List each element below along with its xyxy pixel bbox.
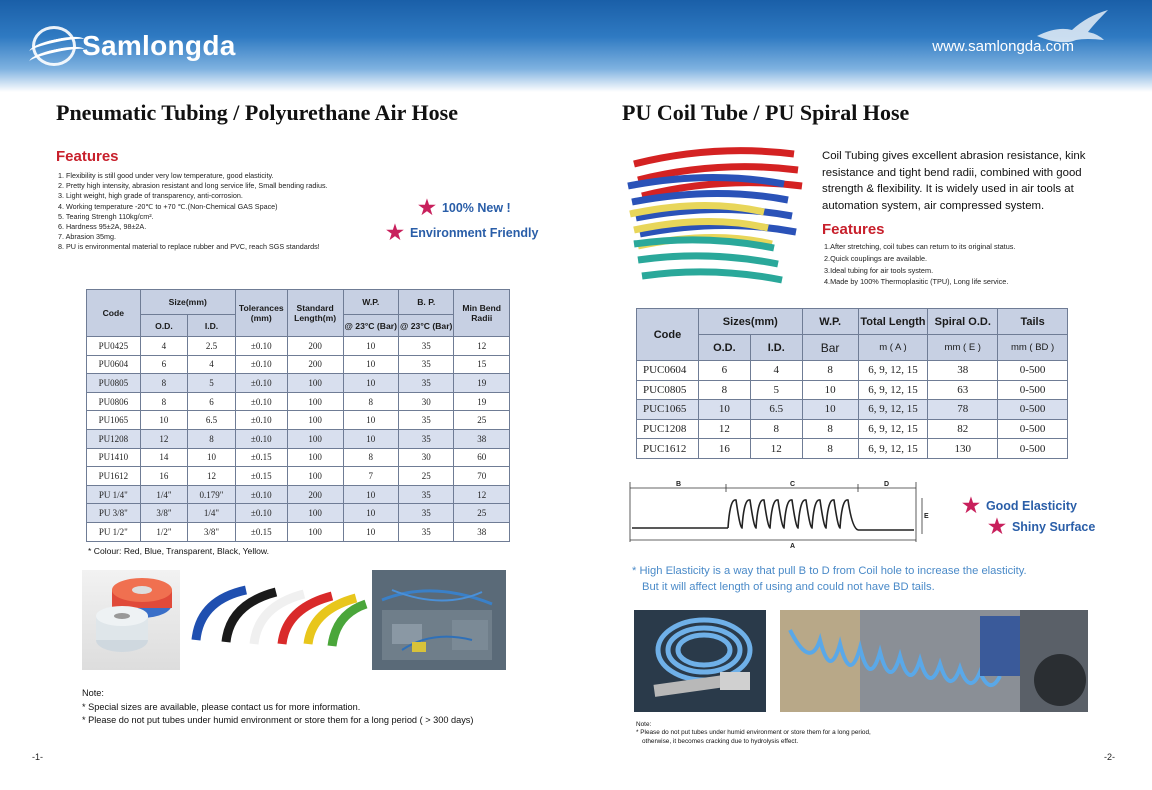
coil-in-use-photo [780, 610, 1088, 712]
table-cell-code: PU1612 [87, 467, 141, 486]
table-cell: 100 [287, 467, 343, 486]
table-cell: 1/2" [140, 522, 188, 541]
table-cell: 10 [343, 429, 398, 448]
coil-tubes-image [624, 144, 810, 286]
table-cell: ±0.10 [235, 355, 287, 374]
colour-note: * Colour: Red, Blue, Transparent, Black, Yellow. [88, 546, 270, 556]
left-feature-item: 6. Hardness 95±2A, 98±2A. [58, 222, 147, 232]
table-cell: 6.5 [750, 400, 802, 420]
th-od: O.D. [140, 315, 188, 337]
table-cell: 10 [802, 400, 858, 420]
website-url: www.samlongda.com [932, 38, 1074, 55]
table-cell: 4 [750, 361, 802, 381]
th-wp-sub: @ 23°C (Bar) [343, 315, 398, 337]
table-cell-code: PU1065 [87, 411, 141, 430]
table-cell-code: PU0604 [87, 355, 141, 374]
table-cell: ±0.10 [235, 392, 287, 411]
badge-environment [386, 223, 538, 243]
table-cell-code: PUC1065 [637, 400, 699, 420]
table-cell: 6 [698, 361, 750, 381]
colored-tubes-image [186, 570, 366, 670]
th-coil-spiral-od: Spiral O.D. [928, 309, 998, 335]
th-coil-id: I.D. [750, 335, 802, 361]
table-cell: 35 [398, 337, 453, 356]
table-cell: 10 [140, 411, 188, 430]
badge-new-label: 100% New ! [441, 201, 511, 215]
table-cell: 100 [287, 374, 343, 393]
table-cell-code: PU0425 [87, 337, 141, 356]
table-cell: 10 [343, 504, 398, 523]
star-icon: ★ [962, 495, 980, 517]
th-coil-spiral-sub: mm ( E ) [928, 335, 998, 361]
table-cell: 16 [140, 467, 188, 486]
th-coil-code: Code [637, 309, 699, 361]
left-feature-item: 5. Tearing Strengh 110kg/cm². [58, 211, 154, 221]
table-cell: 5 [750, 380, 802, 400]
tubing-rolls-photo [82, 570, 180, 670]
table-cell: 8 [802, 419, 858, 439]
th-coil-sizes: Sizes(mm) [698, 309, 802, 335]
right-feature-item: 1.After stretching, coil tubes can return to its original status. [824, 242, 1016, 251]
th-bp: B. P. [398, 290, 453, 315]
table-cell: 8 [140, 392, 188, 411]
star-icon: ★ [988, 516, 1006, 538]
badge-elasticity-label: Good Elasticity [985, 499, 1077, 513]
table-cell: 38 [454, 429, 510, 448]
colored-tubes-photo [186, 570, 366, 670]
th-coil-tails: Tails [998, 309, 1068, 335]
table-cell: 6 [188, 392, 236, 411]
badge-shiny [988, 517, 1095, 537]
th-coil-total-sub: m ( A ) [858, 335, 928, 361]
table-cell: 5 [188, 374, 236, 393]
left-note-title: Note: [82, 688, 104, 698]
table-cell: 8 [343, 392, 398, 411]
table-cell: 100 [287, 411, 343, 430]
table-cell: 200 [287, 355, 343, 374]
table-row [87, 467, 510, 486]
right-feature-item: 2.Quick couplings are available. [824, 253, 928, 263]
table-cell: 1/4" [140, 485, 188, 504]
table-cell: 8 [343, 448, 398, 467]
th-coil-tails-sub: mm ( BD ) [998, 335, 1068, 361]
right-page-title: PU Coil Tube / PU Spiral Hose [622, 100, 910, 125]
table-cell: ±0.10 [235, 411, 287, 430]
table-row [87, 392, 510, 411]
star-icon: ★ [386, 222, 404, 244]
table-cell: 12 [140, 429, 188, 448]
dim-c: C [790, 481, 796, 488]
table-cell: ±0.15 [235, 467, 287, 486]
table-cell: ±0.10 [235, 374, 287, 393]
right-note-title: Note: [636, 721, 652, 728]
left-features-list [58, 171, 398, 253]
brand-logo [32, 26, 236, 66]
table-cell: 10 [343, 411, 398, 430]
table-cell-code: PUC1208 [637, 419, 699, 439]
right-features-heading: Features [822, 221, 885, 238]
right-page-number: -2- [1104, 752, 1115, 762]
table-cell: 6, 9, 12, 15 [858, 419, 928, 439]
table-cell: 10 [343, 485, 398, 504]
table-cell: 35 [398, 355, 453, 374]
table-row [637, 419, 1068, 439]
th-min-bend: Min Bend Radii [454, 290, 510, 337]
table-cell: 35 [398, 429, 453, 448]
left-feature-item: 3. Light weight, high grade of transparency, anti-corrosion. [58, 191, 243, 201]
table-cell: 8 [802, 439, 858, 459]
table-cell-code: PU1208 [87, 429, 141, 448]
table-cell: 2.5 [188, 337, 236, 356]
table-cell: 130 [928, 439, 998, 459]
left-feature-item: 4. Working temperature -20℃ to +70 ℃.(Non-Chemical GAS Space) [58, 201, 278, 211]
table-cell: 0-500 [998, 400, 1068, 420]
badge-elasticity [962, 496, 1077, 516]
tubing-rolls-image [82, 570, 180, 670]
th-standard-length: Standard Length(m) [287, 290, 343, 337]
table-row [87, 448, 510, 467]
coil-coupling-image [634, 610, 766, 712]
table-row [637, 439, 1068, 459]
table-cell: 19 [454, 374, 510, 393]
table-cell-code: PU 3/8" [87, 504, 141, 523]
star-icon: ★ [418, 197, 436, 219]
table-cell-code: PU0805 [87, 374, 141, 393]
table-cell: 10 [343, 522, 398, 541]
elasticity-note-line-2: But it will affect length of using and could not have BD tails. [642, 581, 935, 593]
dim-d: D [884, 481, 890, 488]
logo-icon [32, 26, 76, 66]
pneumatic-tubing-table [86, 289, 510, 542]
table-cell: 0-500 [998, 380, 1068, 400]
elasticity-note [632, 563, 1027, 595]
table-cell: 0.179" [188, 485, 236, 504]
right-features-list [824, 241, 1104, 288]
table-row [637, 361, 1068, 381]
table-cell: 8 [698, 380, 750, 400]
table-cell: 12 [750, 439, 802, 459]
table-cell: 4 [140, 337, 188, 356]
table-cell: 15 [454, 355, 510, 374]
coil-tubes-photo [624, 144, 810, 286]
table-row [87, 429, 510, 448]
table-row [87, 374, 510, 393]
right-feature-item: 3.Ideal tubing for air tools system. [824, 265, 934, 275]
table-cell: 12 [188, 467, 236, 486]
table-cell-code: PUC1612 [637, 439, 699, 459]
table-cell: 78 [928, 400, 998, 420]
table-cell: 38 [928, 361, 998, 381]
table-cell: 70 [454, 467, 510, 486]
left-note-1: * Special sizes are available, please contact us for more information. [82, 701, 361, 712]
table-cell: ±0.10 [235, 337, 287, 356]
right-note-2: otherwise, it becomes cracking due to hydrolysis effect. [642, 737, 799, 745]
table-cell: 10 [343, 355, 398, 374]
table-cell: 6, 9, 12, 15 [858, 380, 928, 400]
table-cell: 12 [454, 485, 510, 504]
table-row [87, 411, 510, 430]
th-coil-wp-sub: Bar [802, 335, 858, 361]
table-cell: 82 [928, 419, 998, 439]
table-cell: 25 [454, 411, 510, 430]
th-coil-wp: W.P. [802, 309, 858, 335]
table-cell: 38 [454, 522, 510, 541]
table-cell: 25 [454, 504, 510, 523]
coil-tube-table [636, 308, 1068, 459]
table-cell: 8 [802, 361, 858, 381]
table-row [87, 337, 510, 356]
table-cell: 200 [287, 485, 343, 504]
table-cell: 16 [698, 439, 750, 459]
table-cell: 10 [802, 380, 858, 400]
table-cell: 12 [454, 337, 510, 356]
table-cell: 0-500 [998, 439, 1068, 459]
table-row [637, 400, 1068, 420]
th-bp-sub: @ 23°C (Bar) [398, 315, 453, 337]
table-cell: 63 [928, 380, 998, 400]
left-features-heading: Features [56, 148, 119, 165]
dim-b: B [676, 481, 682, 488]
table-cell: 25 [398, 467, 453, 486]
table-row [87, 522, 510, 541]
table-cell: 6, 9, 12, 15 [858, 361, 928, 381]
table-cell: 35 [398, 485, 453, 504]
table-cell: 14 [140, 448, 188, 467]
table-cell: 35 [398, 411, 453, 430]
th-wp: W.P. [343, 290, 398, 315]
table-cell: ±0.10 [235, 485, 287, 504]
th-tolerances: Tolerances (mm) [235, 290, 287, 337]
table-cell: 100 [287, 522, 343, 541]
table-cell: 1/4" [188, 504, 236, 523]
table-row [87, 485, 510, 504]
coil-in-use-image [780, 610, 1088, 712]
table-cell-code: PUC0604 [637, 361, 699, 381]
table-cell: 3/8" [140, 504, 188, 523]
table-cell: ±0.15 [235, 448, 287, 467]
badge-new [418, 198, 511, 218]
table-cell: 100 [287, 504, 343, 523]
table-cell: 8 [140, 374, 188, 393]
coil-intro-text: Coil Tubing gives excellent abrasion resistance, kink resistance and tight bend radii, combined with good strength & flexibility. It is widely used in air tools at automation system, air compressed system. [822, 150, 1086, 212]
table-cell: 3/8" [188, 522, 236, 541]
header-banner [0, 0, 1152, 92]
coil-dimension-diagram [626, 478, 929, 550]
table-cell: 12 [698, 419, 750, 439]
badge-environment-label: Environment Friendly [409, 226, 539, 240]
table-cell: 60 [454, 448, 510, 467]
table-cell: ±0.10 [235, 429, 287, 448]
machine-photo [372, 570, 506, 670]
left-page-title: Pneumatic Tubing / Polyurethane Air Hose [56, 100, 458, 125]
table-cell: 10 [698, 400, 750, 420]
table-cell-code: PU0806 [87, 392, 141, 411]
table-cell: 6, 9, 12, 15 [858, 400, 928, 420]
table-cell: 6 [140, 355, 188, 374]
table-cell: 10 [188, 448, 236, 467]
table-cell: 7 [343, 467, 398, 486]
elasticity-note-line-1: * High Elasticity is a way that pull B to D from Coil hole to increase the elasticity. [632, 565, 1027, 577]
table-row [87, 504, 510, 523]
table-cell: ±0.15 [235, 522, 287, 541]
right-note-1: * Please do not put tubes under humid environment or store them for a long period, [636, 729, 871, 737]
table-cell: 100 [287, 429, 343, 448]
left-page-number: -1- [32, 752, 43, 762]
table-row [637, 380, 1068, 400]
table-cell: 35 [398, 374, 453, 393]
table-cell: 6, 9, 12, 15 [858, 439, 928, 459]
th-code: Code [87, 290, 141, 337]
table-cell-code: PU 1/4" [87, 485, 141, 504]
left-feature-item: 8. PU is environmental material to replace rubber and PVC, reach SGS standards! [58, 242, 320, 252]
table-cell: 200 [287, 337, 343, 356]
right-feature-item: 4.Made by 100% Thermoplasitic (TPU), Long life service. [824, 277, 1009, 287]
table-cell: 6.5 [188, 411, 236, 430]
left-feature-item: 2. Pretty high intensity, abrasion resistant and long service life, Small bending radius. [58, 181, 328, 191]
table-cell: 35 [398, 504, 453, 523]
th-coil-od: O.D. [698, 335, 750, 361]
table-cell: 8 [750, 419, 802, 439]
left-feature-item: 1. Flexibility is still good under very low temperature, good elasticity. [58, 171, 274, 180]
table-cell: 4 [188, 355, 236, 374]
dim-a: A [790, 543, 796, 550]
table-cell: 30 [398, 392, 453, 411]
badge-shiny-label: Shiny Surface [1011, 520, 1096, 534]
left-note-2: * Please do not put tubes under humid environment or store them for a long period ( > 300 days) [82, 715, 474, 726]
left-note-block [82, 687, 473, 728]
right-note-block [636, 721, 871, 746]
table-row [87, 355, 510, 374]
table-cell: 10 [343, 374, 398, 393]
table-cell-code: PU1410 [87, 448, 141, 467]
machine-image [372, 570, 506, 670]
table-cell: 35 [398, 522, 453, 541]
table-cell: ±0.10 [235, 504, 287, 523]
table-cell-code: PU 1/2" [87, 522, 141, 541]
left-feature-item: 7. Abrasion 35mg. [58, 232, 116, 242]
table-cell: 0-500 [998, 361, 1068, 381]
table-cell: 100 [287, 448, 343, 467]
table-cell: 8 [188, 429, 236, 448]
table-cell: 100 [287, 392, 343, 411]
table-cell: 10 [343, 337, 398, 356]
table-cell: 19 [454, 392, 510, 411]
dim-e: E [924, 513, 929, 520]
brand-name: Samlongda [82, 30, 236, 61]
th-coil-total-length: Total Length [858, 309, 928, 335]
table-cell-code: PUC0805 [637, 380, 699, 400]
th-size: Size(mm) [140, 290, 235, 315]
coil-coupling-photo [634, 610, 766, 712]
th-id: I.D. [188, 315, 236, 337]
table-cell: 0-500 [998, 419, 1068, 439]
table-cell: 30 [398, 448, 453, 467]
